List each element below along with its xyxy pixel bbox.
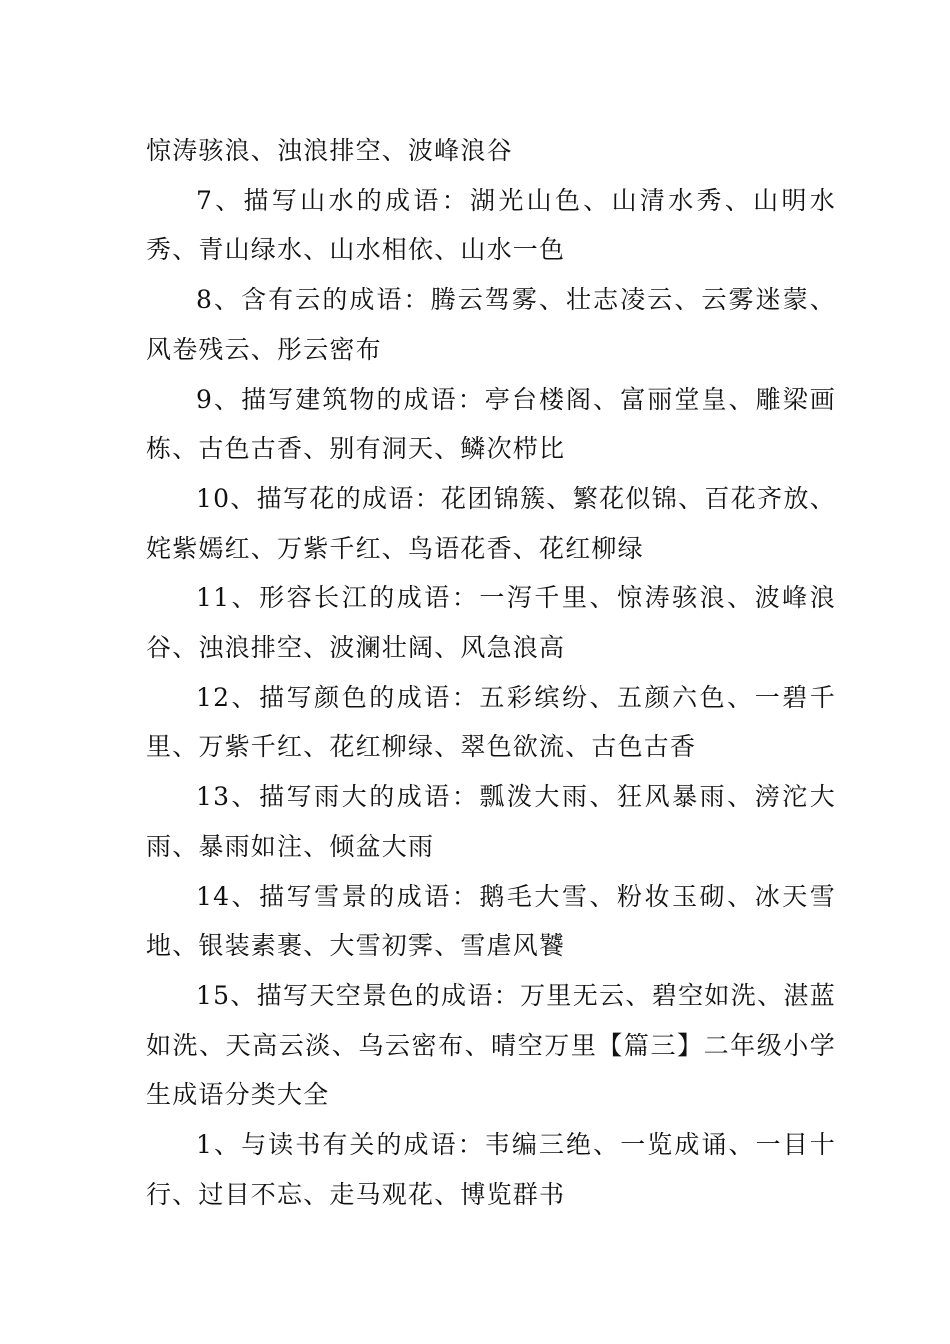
paragraph-item-11: 11、形容长江的成语：一泻千里、惊涛骇浪、波峰浪谷、浊浪排空、波澜壮阔、风急浪高: [146, 583, 836, 663]
document-body: [146, 126, 836, 1219]
paragraph-item-7: 7、描写山水的成语：湖光山色、山清水秀、山明水秀、青山绿水、山水相依、山水一色: [146, 185, 836, 265]
paragraph-item-13: 13、描写雨大的成语：瓢泼大雨、狂风暴雨、滂沱大雨、暴雨如注、倾盆大雨: [146, 782, 836, 861]
paragraph-item-10: 10、描写花的成语：花团锦簇、繁花似锦、百花齐放、姹紫嫣红、万紫千红、鸟语花香、花红柳绿: [146, 483, 836, 563]
paragraph-item-14: 14、描写雪景的成语：鹅毛大雪、粉妆玉砌、冰天雪地、银装素裹、大雪初霁、雪虐风饕: [146, 881, 836, 961]
paragraph-item-15: 15、描写天空景色的成语：万里无云、碧空如洗、湛蓝如洗、天高云淡、乌云密布、晴空万里【篇三】二年级小学生成语分类大全: [146, 980, 836, 1110]
paragraph-item-12: 12、描写颜色的成语：五彩缤纷、五颜六色、一碧千里、万紫千红、花红柳绿、翠色欲流、古色古香: [146, 682, 836, 762]
paragraph-item-9: 9、描写建筑物的成语：亭台楼阁、富丽堂皇、雕梁画栋、古色古香、别有洞天、鳞次栉比: [146, 384, 836, 464]
paragraph-item-8: 8、含有云的成语：腾云驾雾、壮志凌云、云雾迷蒙、风卷残云、彤云密布: [146, 285, 836, 364]
paragraph-section3-item-1: 1、与读书有关的成语：韦编三绝、一览成诵、一目十行、过目不忘、走马观花、博览群书: [146, 1130, 836, 1209]
paragraph-continuation: 惊涛骇浪、浊浪排空、波峰浪谷: [146, 136, 513, 165]
